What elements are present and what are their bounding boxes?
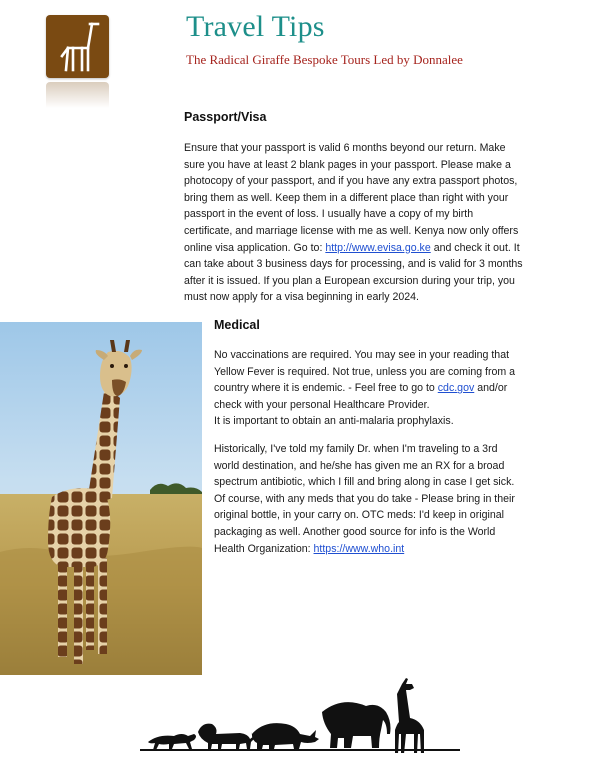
medical-text-1: No vaccinations are required. You may see in your reading that Yellow Fever is required. Not true, unless you are coming from a country where it is endemic. - Feel free to go to <box>214 349 516 395</box>
who-link[interactable]: https://www.who.int <box>313 542 405 555</box>
medical-paragraph-1 <box>214 347 524 430</box>
evisa-link[interactable]: http://www.evisa.go.ke <box>325 241 431 254</box>
giraffe-logo-icon <box>46 15 109 78</box>
logo-reflection <box>46 82 109 108</box>
passport-paragraph <box>184 140 524 306</box>
medical-malaria-line: It is important to obtain an anti-malaria prophylaxis. <box>214 415 454 428</box>
medical-text-3: Historically, I've told my family Dr. when I'm traveling to a 3rd world destination, and he/she has given me an RX for a broad spectrum antibiotic, which I fill and bring along in case I get sick. Of course, with any meds that you do take - Please bring in their original bottle, in your carry on. OTC meds: I'd keep in original packaging as well. Another good source for info is the World Health Organization: <box>214 443 515 555</box>
medical-heading: Medical <box>214 318 260 332</box>
giraffe-photo <box>0 322 202 675</box>
passport-text-2: and check it out. It can take about 3 business days for processing, and is valid for 3 months after it is issued. If you plan a European excursion during your trip, you must now apply for a visa beginning in early 2024. <box>184 241 523 304</box>
cdc-link[interactable]: cdc.gov <box>437 382 475 395</box>
page-subtitle: The Radical Giraffe Bespoke Tours Led by Donnalee <box>186 52 463 67</box>
medical-paragraph-2 <box>214 441 524 557</box>
page-title: Travel Tips <box>186 10 325 43</box>
passport-text-1: Ensure that your passport is valid 6 months beyond our return. Make sure you have at least 2 blank pages in your passport. Please make a photocopy of your passport, and if you have any extra passport photos, bring them as well. Keep them in a different place than right with your passport in the event of loss. I usually have a copy of my birth certificate, and marriage license with me as well. Kenya now only offers online visa application. Go to: <box>184 142 519 254</box>
medical-text-2: and/or check with your personal Healthcare Provider. <box>214 382 508 411</box>
animal-silhouettes <box>140 672 460 753</box>
passport-heading: Passport/Visa <box>184 110 267 124</box>
